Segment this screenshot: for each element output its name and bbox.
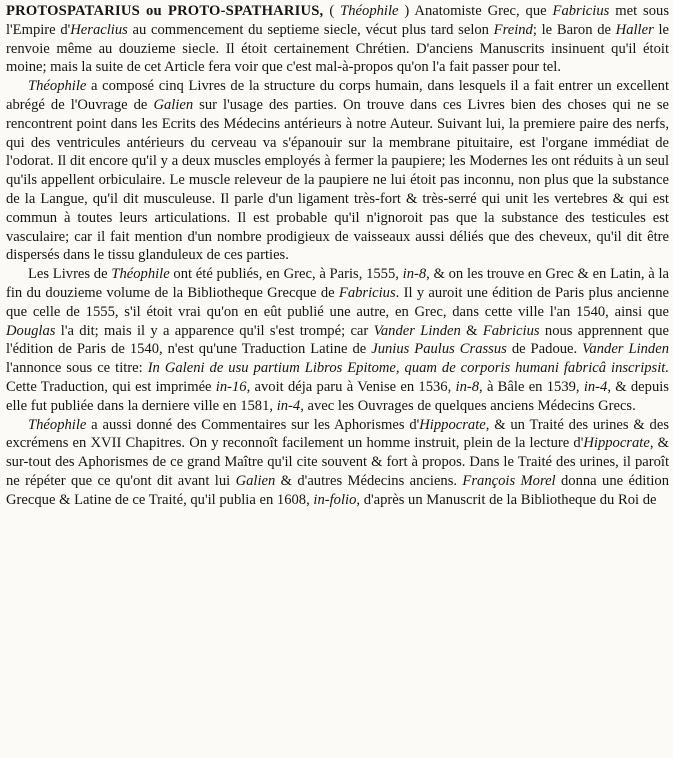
italic-text: François Morel — [462, 472, 556, 489]
body-text: Cette Traduction, qui est imprimée — [6, 378, 216, 395]
body-text: le renvoie même au douzieme siecle. Il étoit certainement Chrétien. D'anciens Manuscrits insinuent qu'il étoit moine; mais la suite de cet Article fera voir que c'est mal-à-propos qu'on l'a fait passer pour tel. — [6, 21, 669, 76]
body-text: sur l'usage des parties. On trouve dans ces Livres bien des choses qui ne se rencontrent point dans les Ecrits des Médecins antérieurs à notre Auteur. Suivant lui, la premiere paire des nerfs, qui des ventricules antérieurs du cerveau va s'épanouir sur la membrane pituitaire, est l'organe immédiat de l'odorat. Il dit encore qu'il y a deux muscles employés à fermer la paupiere; les Modernes les ont réduits à un seul qu'ils appellent orbiculaire. Le muscle releveur de la paupiere ne lui étoit pas inconnu, non plus que la substance de la Langue, qu'il dit musculeuse. Il parle d'un ligament très-fort & très-serré qui unit les vertebres & qui est commun à toutes leurs articulations. Il est probable qu'il n'ignoroit pas que la substance des testicules est vasculaire; car il fait mention d'un nombre prodigieux de vaisseaux aussi déliés que des cheveux, qu'il dit être dispersés dans le tissu glanduleux de ces parties. — [6, 96, 670, 264]
body-text: & d'autres Médecins anciens. — [275, 472, 463, 489]
italic-text: in-16 — [215, 378, 247, 395]
italic-text: Haller — [615, 21, 654, 38]
body-text: . Il y auroit une édition de Paris plus ancienne que celle de 1555, s'il étoit vrai qu'on en eût publié une autre, en Grec, dans cette ville l'an 1540, ainsi que — [6, 284, 670, 320]
italic-text: Théophile — [28, 78, 87, 95]
italic-text: Théophile — [340, 3, 399, 19]
italic-text: Freind — [493, 21, 533, 38]
italic-text: Vander Linden — [582, 341, 669, 358]
italic-text: In Galeni de usu partium Libros Epitome, quam de corporis humani fabricâ inscripsit. — [147, 360, 669, 377]
italic-text: in-folio — [313, 491, 357, 508]
body-text: l'a dit; mais il y a apparence qu'il s'est trompé; car — [55, 322, 374, 339]
body-text: , & un Traité des urines & des excrémens en XVII Chapitres. On y reconnoît facilement un homme instruit, plein de la lecture d' — [6, 416, 669, 452]
italic-text: Fabricius — [338, 284, 396, 301]
italic-text: Galien — [235, 472, 276, 489]
paragraph-entry-editions — [6, 265, 669, 415]
body-text: au commencement du septieme siecle, vécut plus tard selon — [127, 21, 494, 38]
body-text: ) Anatomiste Grec, que — [398, 3, 553, 19]
body-text: , & on les trouve en Grec & en Latin, à la fin du douzieme volume de la Bibliotheque Grecque de — [6, 266, 669, 301]
paragraph-entry-intro — [6, 2, 669, 77]
italic-text: Hippocrate — [583, 435, 650, 452]
body-text: a composé cinq Livres de la structure du corps humain, dans lesquels il a fait entrer un excellent abrégé de l'Ouvrage de — [6, 78, 669, 113]
body-text: donna une édition Grecque & Latine de ce Traité, qu'il publia en 1608, — [6, 472, 670, 508]
body-text: ; le Baron de — [532, 21, 616, 38]
body-text: de Padoue. — [506, 341, 583, 358]
body-text: , d'après un Manuscrit de la Bibliotheque du Roi de — [356, 491, 657, 508]
body-text: nous apprennent que l'édition de Paris de 1540, n'est qu'une Traduction Latine de — [6, 322, 670, 358]
paragraph-entry-structure-of-body — [6, 77, 669, 265]
body-text: , avec les Ouvrages de quelques anciens Médecins Grecs. — [300, 397, 636, 414]
italic-text: Heraclius — [70, 21, 128, 38]
body-text: ( — [323, 3, 341, 19]
body-text: ont été publiés, en Grec, à Paris, 1555, — [169, 266, 403, 283]
italic-text: Hippocrate — [419, 416, 486, 433]
italic-text: Fabricius — [552, 3, 610, 19]
italic-text: in-8 — [455, 378, 480, 395]
italic-text: Fabricius — [482, 322, 540, 339]
body-text: , avoit déja paru à Venise en 1536, — [246, 378, 456, 395]
italic-text: Vander Linden — [373, 322, 461, 339]
italic-text: in-4 — [276, 397, 301, 414]
italic-text: Théophile — [111, 266, 170, 283]
body-text: a aussi donné des Commentaires sur les Aphorismes d' — [86, 416, 420, 433]
italic-text: in-4 — [583, 378, 608, 395]
italic-text: in-8 — [402, 266, 427, 283]
italic-text: Douglas — [6, 322, 56, 339]
body-text: , & sur-tout des Aphorismes de ce grand Maître qu'il cite souvent & fort à propos. Dans le Traité des urines, il paroît ne répéter que ce qu'ont dit avant lui — [6, 435, 669, 489]
body-text: l'annonce sous ce titre: — [6, 360, 148, 377]
body-text: , à Bâle en 1539, — [479, 378, 584, 395]
italic-text: Galien — [153, 96, 194, 113]
italic-text: Junius Paulus Crassus — [371, 341, 507, 358]
body-text: & — [460, 322, 483, 339]
body-text: met sous l'Empire d' — [6, 3, 669, 38]
paragraph-entry-commentaries — [6, 416, 669, 510]
italic-text: Théophile — [28, 416, 87, 433]
body-text: , & depuis elle fut publiée dans la derniere ville en 1581, — [6, 378, 669, 414]
body-text: Les Livres de — [28, 266, 112, 283]
entry-headword: PROTOSPATARIUS ou PROTO-SPATHARIUS, — [6, 3, 324, 19]
